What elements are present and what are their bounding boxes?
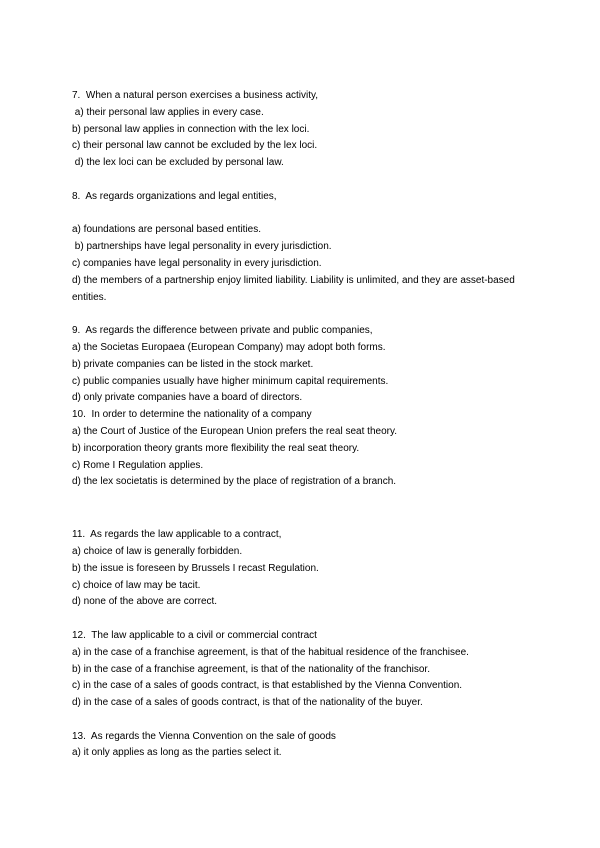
spacer [72, 172, 540, 189]
option-b: b) personal law applies in connection with the lex loci. [72, 123, 310, 135]
question-9 [72, 323, 540, 407]
option-d: d) the lex societatis is determined by the place of registration of a branch. [72, 476, 397, 488]
option-b: b) private companies can be listed in the stock market. [72, 358, 314, 370]
option-d: d) the members of a partnership enjoy limited liability. Liability is unlimited, and they are asset-based entities. [72, 274, 515, 303]
spacer [72, 611, 540, 628]
option-d: d) only private companies have a board of directors. [72, 392, 303, 404]
question-8 [72, 189, 540, 307]
option-c: c) public companies usually have higher minimum capital requirements. [72, 375, 389, 387]
question-stem: 10. In order to determine the nationality of a company [72, 409, 312, 421]
option-b: b) incorporation theory grants more flexibility the real seat theory. [72, 442, 360, 454]
question-stem: 11. As regards the law applicable to a contract, [72, 529, 282, 541]
question-12 [72, 628, 540, 712]
option-b: b) in the case of a franchise agreement, is that of the nationality of the franchisor. [72, 663, 430, 675]
question-stem: 12. The law applicable to a civil or commercial contract [72, 629, 317, 641]
option-a: a) in the case of a franchise agreement, is that of the habitual residence of the franchisee. [72, 646, 469, 658]
question-stem: 9. As regards the difference between private and public companies, [72, 325, 373, 337]
option-c: c) their personal law cannot be excluded by the lex loci. [72, 140, 318, 152]
spacer [72, 491, 540, 527]
question-stem: 7. When a natural person exercises a business activity, [72, 90, 319, 101]
option-a: a) it only applies as long as the parties select it. [72, 747, 282, 759]
option-a: a) their personal law applies in every case. [72, 106, 264, 118]
question-stem: 8. As regards organizations and legal entities, [72, 190, 277, 202]
option-d: d) none of the above are correct. [72, 596, 218, 608]
option-c: c) Rome I Regulation applies. [72, 459, 204, 471]
question-10 [72, 407, 540, 491]
question-11 [72, 527, 540, 611]
question-13 [72, 729, 540, 763]
option-d: d) in the case of a sales of goods contract, is that of the nationality of the buyer. [72, 697, 423, 709]
spacer [72, 306, 540, 323]
option-c: c) choice of law may be tacit. [72, 579, 201, 591]
option-a: a) the Societas Europaea (European Company) may adopt both forms. [72, 341, 386, 353]
option-c: c) in the case of a sales of goods contract, is that established by the Vienna Convention. [72, 680, 463, 692]
option-c: c) companies have legal personality in every jurisdiction. [72, 257, 322, 269]
option-a: a) choice of law is generally forbidden. [72, 545, 243, 557]
option-a: a) foundations are personal based entities. [72, 224, 262, 236]
spacer [72, 206, 540, 223]
option-b: b) partnerships have legal personality in every jurisdiction. [72, 241, 332, 253]
option-a: a) the Court of Justice of the European Union prefers the real seat theory. [72, 425, 397, 437]
option-d: d) the lex loci can be excluded by personal law. [72, 157, 284, 169]
option-b: b) the issue is foreseen by Brussels I recast Regulation. [72, 562, 319, 574]
spacer [72, 712, 540, 729]
question-7 [72, 88, 540, 172]
question-stem: 13. As regards the Vienna Convention on the sale of goods [72, 730, 336, 742]
